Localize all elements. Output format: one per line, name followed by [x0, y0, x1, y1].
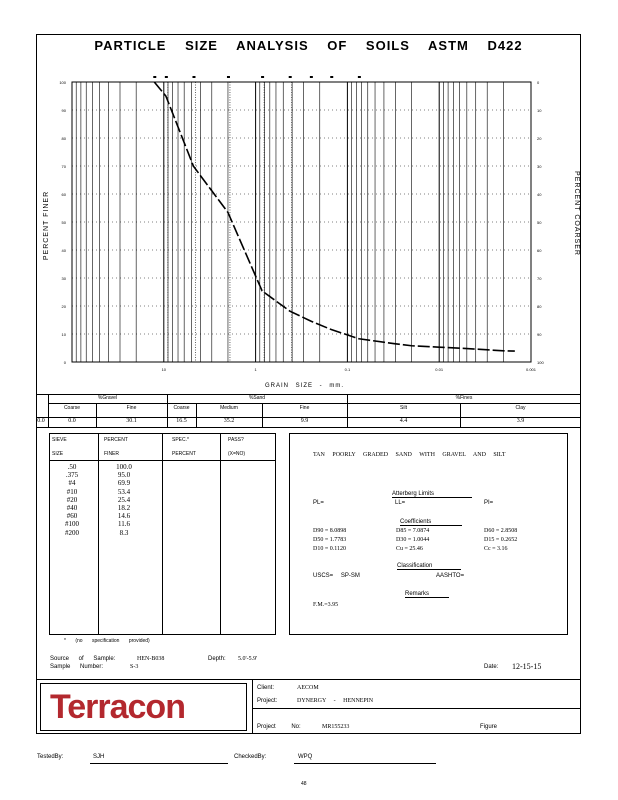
remarks-heading: Remarks	[405, 591, 449, 598]
sieve-tick	[227, 76, 230, 78]
ylabel-right: PERCENT COARSER	[572, 171, 580, 256]
pl-field: PL=	[313, 500, 324, 506]
sieve-finer-cell: 14.6	[117, 512, 131, 521]
sieve-finer-cell: 8.3	[119, 528, 129, 537]
right-tick-label: 20	[537, 136, 542, 141]
x-tick-label: 10	[161, 367, 167, 372]
sieve-footnote: * (no specification provided)	[64, 638, 150, 644]
tested-by-value: SJH	[93, 754, 105, 760]
right-tick-label: 0	[537, 80, 540, 85]
sieve-tick	[330, 76, 333, 78]
fm-value: F.M.=3.95	[313, 602, 339, 608]
atterberg-heading: Atterberg Limits	[392, 491, 472, 498]
right-tick-label: 100	[537, 360, 544, 365]
sieve-hdr-spec: SPEC.*	[172, 437, 189, 443]
right-tick-label: 30	[537, 164, 542, 169]
left-tick-label: 100	[59, 80, 66, 85]
left-tick-label: 10	[61, 332, 66, 337]
coef-d90: D90 = 8.0898	[313, 528, 347, 534]
source-label: Source of Sample:	[50, 656, 116, 662]
val-medium-sand: 35.2	[223, 418, 235, 424]
depth-label: Depth:	[208, 656, 226, 662]
left-tick-label: 0	[63, 360, 66, 365]
val-fine-sand: 9.9	[300, 418, 309, 424]
sieve-finer-cell: 53.4	[117, 487, 131, 496]
sieve-finer-cell: 100.0	[116, 463, 132, 471]
page-number: 48	[301, 781, 307, 787]
sieve-size-cell: #40	[66, 504, 78, 513]
figure-label: Figure	[480, 724, 498, 730]
sieve-size-cell: #20	[66, 495, 78, 504]
sieve-sub-spec: PERCENT	[172, 451, 196, 457]
left-tick-label: 30	[61, 276, 66, 281]
coef-d10: D10 = 0.1120	[313, 546, 346, 552]
sieve-tick	[192, 76, 195, 78]
hdr-fines: %Fines	[455, 395, 473, 401]
coef-d60: D60 = 2.8508	[484, 528, 518, 534]
coef-d15: D15 = 0.2652	[484, 537, 518, 543]
ll-field: LL=	[395, 500, 406, 506]
gradation-curve	[154, 82, 515, 351]
project-value: DYNERGY - HENNEPIN	[297, 698, 374, 704]
row-lead: 0.0	[37, 418, 45, 424]
project-no-label: Project No:	[257, 724, 301, 730]
sieve-hdr-finer: PERCENT	[104, 437, 128, 443]
sieve-size-cell: .50	[67, 463, 77, 471]
right-tick-label: 40	[537, 192, 542, 197]
sieve-sub-finer: FINER	[104, 451, 119, 457]
report-title: PARTICLE SIZE ANALYSIS OF SOILS ASTM D422	[94, 38, 523, 53]
sieve-tick	[261, 76, 264, 78]
sieve-hdr-pass: PASS?	[228, 437, 244, 443]
x-tick-label: 0.01	[435, 367, 444, 372]
xlabel: GRAIN SIZE - mm.	[265, 383, 344, 389]
sieve-tick	[165, 76, 168, 78]
sieve-finer-cell: 18.2	[117, 504, 131, 513]
sieve-size-cell: #100	[65, 520, 79, 529]
checked-by-value: WPQ	[298, 754, 313, 760]
client-label: Client:	[257, 685, 275, 691]
sieve-size-cell: #60	[66, 512, 78, 521]
x-tick-label: 1	[254, 367, 257, 372]
sieve-finer-cell: 25.4	[117, 495, 131, 504]
coef-d30: D30 = 1.0044	[396, 537, 430, 543]
sieve-finer-column	[104, 463, 144, 537]
sieve-finer-cell: 95.0	[117, 471, 131, 480]
sieve-sub-size: SIZE	[52, 451, 64, 457]
depth-value: 5.0'-5.9'	[238, 656, 258, 662]
sieve-tick	[310, 76, 313, 78]
project-label: Project:	[257, 698, 278, 704]
uscs-field: USCS= SP-SM	[313, 573, 360, 579]
right-tick-label: 80	[537, 304, 542, 309]
sample-number-value: S-3	[130, 664, 139, 670]
sub-silt: Silt	[400, 405, 407, 411]
sub-clay: Clay	[515, 405, 526, 411]
val-coarse-gravel: 0.0	[68, 418, 76, 424]
val-silt: 4.4	[399, 418, 408, 424]
hdr-gravel: %Gravel	[97, 395, 118, 401]
sieve-hdr-size: SIEVE	[52, 437, 67, 443]
checked-by-label: CheckedBy:	[234, 754, 267, 760]
sub-fine-gravel: Fine	[126, 405, 137, 411]
sieve-size-cell: #10	[66, 487, 78, 496]
sieve-tick	[289, 76, 292, 78]
left-tick-label: 40	[61, 248, 66, 253]
sieve-tick	[153, 76, 156, 78]
sub-coarse-sand: Coarse	[173, 405, 190, 411]
right-tick-label: 50	[537, 220, 542, 225]
coef-cc: Cc = 3.16	[484, 546, 508, 552]
sieve-finer-cell: 69.9	[117, 479, 131, 488]
sieve-size-cell: #4	[68, 479, 76, 488]
left-tick-label: 20	[61, 304, 66, 309]
x-tick-label: 0.1	[344, 367, 351, 372]
soil-description: TAN POORLY GRADED SAND WITH GRAVEL AND SILT	[313, 452, 506, 458]
right-tick-label: 70	[537, 276, 542, 281]
date-label: Date:	[484, 664, 499, 670]
sieve-size-cell: .375	[65, 471, 79, 480]
sieve-finer-cell: 11.6	[118, 520, 130, 529]
sub-medium-sand: Medium	[220, 405, 238, 411]
val-coarse-sand: 16.5	[176, 418, 187, 424]
aashto-field: AASHTO=	[436, 573, 465, 579]
tested-by-label: TestedBy:	[37, 754, 64, 760]
coefficients-heading: Coefficients	[400, 519, 462, 526]
right-tick-label: 60	[537, 248, 542, 253]
coef-d50: D50 = 1.7783	[313, 537, 347, 543]
left-tick-label: 50	[61, 220, 66, 225]
left-tick-label: 80	[61, 136, 66, 141]
coef-cu: Cu = 25.46	[396, 546, 423, 552]
coef-d85: D85 = 7.0874	[396, 528, 430, 534]
x-tick-label: 0.001	[525, 367, 537, 372]
date-value: 12-15-15	[512, 662, 542, 671]
sub-fine-sand: Fine	[299, 405, 310, 411]
client-value: AECOM	[297, 685, 319, 691]
right-tick-label: 10	[537, 108, 542, 113]
pi-field: PI=	[484, 500, 494, 506]
left-tick-label: 60	[61, 192, 66, 197]
left-tick-label: 90	[61, 108, 66, 113]
classification-heading: Classification	[397, 563, 461, 570]
sieve-sub-pass: (X=NO)	[228, 451, 246, 457]
source-value: HEN-B038	[137, 656, 165, 662]
sample-number-label: Sample Number:	[50, 664, 104, 670]
ylabel-left: PERCENT FINER	[43, 190, 51, 261]
val-fine-gravel: 30.1	[126, 418, 137, 424]
sub-coarse-gravel: Coarse	[63, 405, 81, 411]
right-tick-label: 90	[537, 332, 542, 337]
sieve-size-cell: #200	[65, 528, 79, 537]
terracon-logo: Terracon	[50, 688, 185, 726]
left-tick-label: 70	[61, 164, 66, 169]
sieve-tick	[358, 76, 361, 78]
project-no-value: MR155233	[322, 724, 350, 730]
sieve-sizes-column	[52, 463, 92, 537]
hdr-sand: %Sand	[248, 395, 266, 401]
val-clay: 3.9	[516, 418, 525, 424]
